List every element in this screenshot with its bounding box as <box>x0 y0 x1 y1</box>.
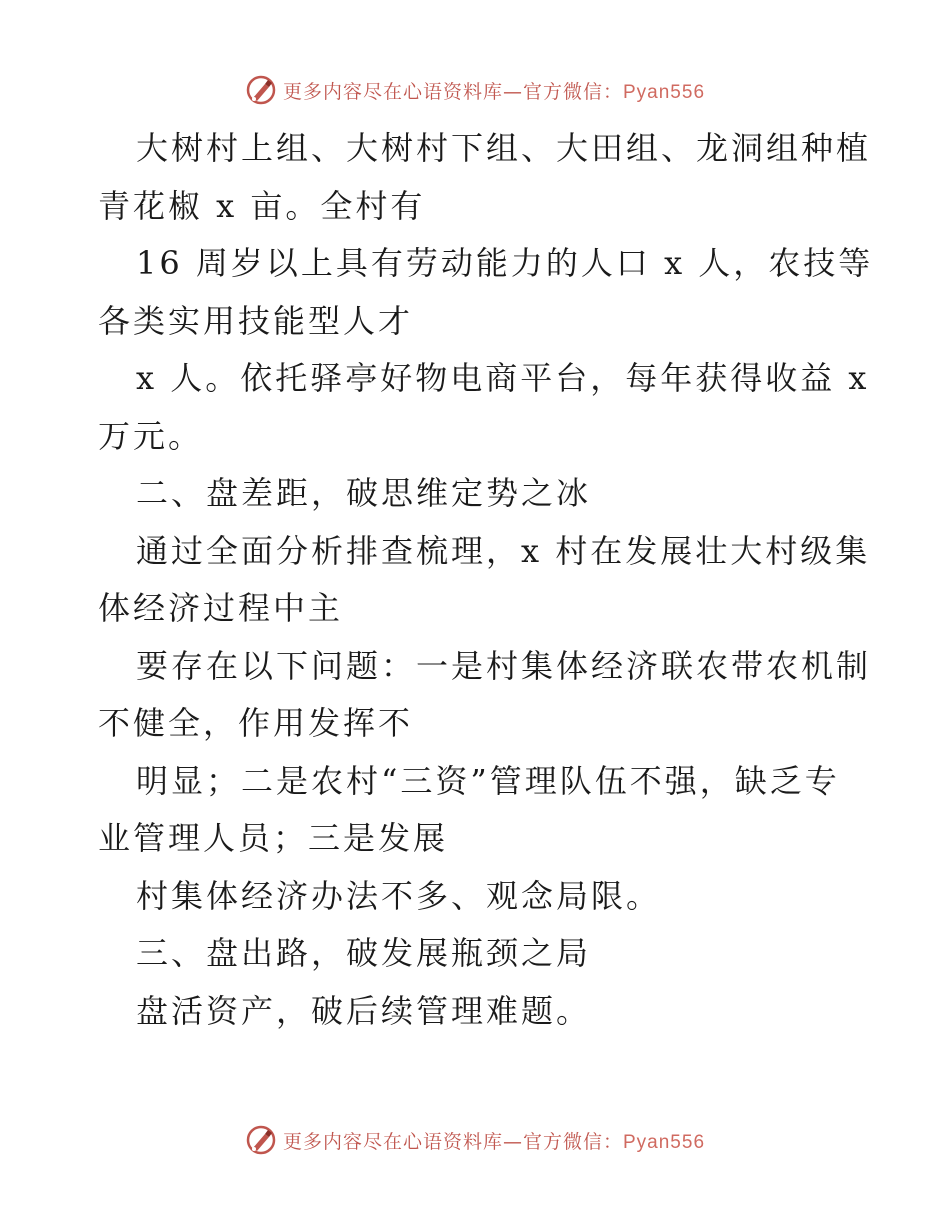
paragraph-line: 各类实用技能型人才 <box>98 301 414 340</box>
paragraph-line: 明显；二是农村“三资”管理队伍不强，缺乏专 <box>136 761 840 800</box>
paragraph-line: 万元。 <box>98 416 204 455</box>
paragraph-line: 业管理人员；三是发展 <box>98 819 449 857</box>
paragraph-line: 通过全面分析排查梳理，x 村在发展壮大村级集 <box>136 531 871 570</box>
section-heading: 二、盘差距，破思维定势之冰 <box>136 474 592 512</box>
paragraph-line: 大树村上组、大树村下组、大田组、龙洞组种植 <box>136 129 872 167</box>
paragraph-line: x 人。依托驿亭好物电商平台，每年获得收益 x <box>136 359 870 397</box>
paragraph-line: 16 周岁以上具有劳动能力的人口 x 人，农技等 <box>136 244 874 282</box>
watermark-text: 更多内容尽在心语资料库—官方微信：Pyan556 <box>282 1130 706 1153</box>
header-watermark <box>0 70 950 110</box>
footer-watermark <box>0 1120 950 1160</box>
paragraph-line: 青花椒 x 亩。全村有 <box>98 186 426 225</box>
paragraph-line: 不健全，作用发挥不 <box>98 704 414 742</box>
watermark-text: 更多内容尽在心语资料库—官方微信：Pyan556 <box>282 80 706 103</box>
paragraph-line: 体经济过程中主 <box>98 589 344 627</box>
paragraph-line: 要存在以下问题：一是村集体经济联农带农机制 <box>136 646 872 685</box>
paragraph-line: 盘活资产，破后续管理难题。 <box>136 991 592 1030</box>
document-body <box>98 120 874 1040</box>
pen-logo-icon <box>245 1124 277 1156</box>
pen-logo-icon <box>245 74 277 106</box>
paragraph-line: 村集体经济办法不多、观念局限。 <box>136 876 662 915</box>
section-heading: 三、盘出路，破发展瓶颈之局 <box>136 934 592 972</box>
